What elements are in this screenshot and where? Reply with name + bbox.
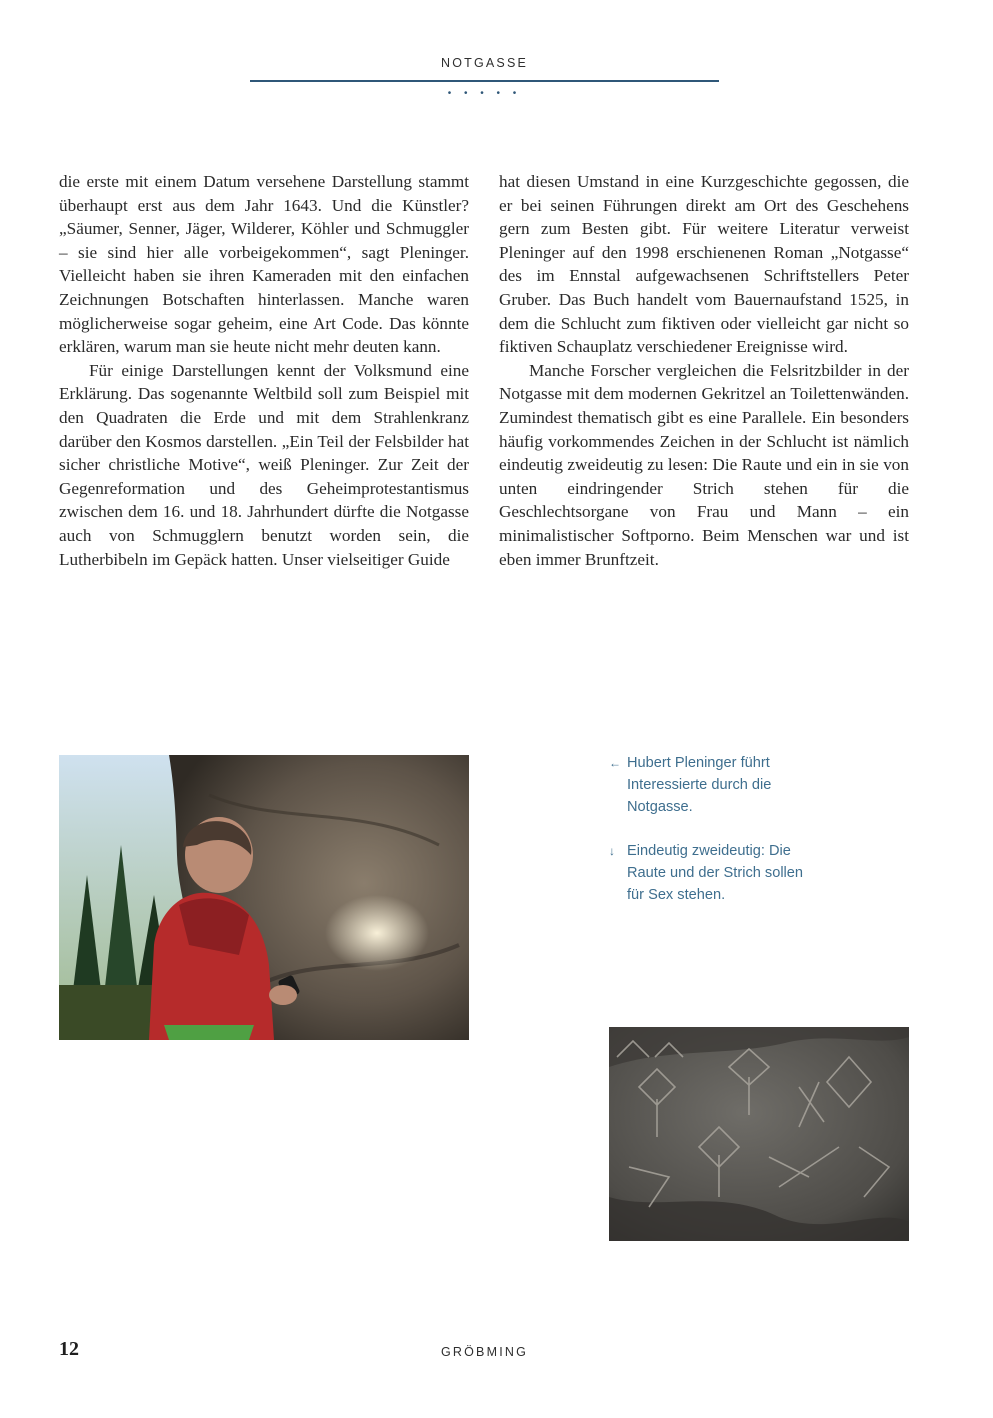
page-number: 12 <box>59 1338 79 1360</box>
header-ornament: • • • • • <box>447 88 522 99</box>
photo-guide-at-rock <box>59 755 469 1040</box>
running-header: NOTGASSE <box>440 56 529 70</box>
caption-text: Hubert Pleninger führt Interessierte durch die Notgasse. <box>627 755 772 815</box>
photo-rock-carvings <box>609 1027 909 1241</box>
caption-rock-carving <box>609 840 809 906</box>
photo-captions <box>609 752 809 928</box>
article-column-right <box>499 170 909 571</box>
article-column-left <box>59 170 469 571</box>
caption-text: Eindeutig zweideutig: Die Raute und der Strich sollen für Sex stehen. <box>627 843 804 903</box>
caption-guide <box>609 752 809 818</box>
arrow-left-icon: ← <box>609 756 621 770</box>
paragraph: hat diesen Umstand in eine Kurzgeschichte gegossen, die er bei seinen Führungen direkt am Ort des Geschehens gern zum Besten gibt. Für weitere Literatur verweist Pleninger auf den 1998 erschienenen Roman „Notgasse“ des im Ennstal aufgewachsenen Schriftstellers Peter Gruber. Das Buch handelt vom Bauernaufstand 1525, in dem die Schlucht zum fiktiven oder vielleicht gar nicht so fiktiven Schauplatz verschiedener Ereignisse wird. <box>499 172 909 357</box>
header-rule <box>250 80 719 82</box>
running-footer: GRÖBMING <box>440 1345 529 1359</box>
arrow-down-icon: ↓ <box>609 844 615 858</box>
paragraph: die erste mit einem Datum versehene Darstellung stammt überhaupt erst aus dem Jahr 1643. Und die Künstler? „Säumer, Senner, Jäger, Wilderer, Köhler und Schmuggler – sie sind hier alle vorbeigekommen“, sagt Pleninger. Vielleicht haben sie ihren Kameraden mit den einfachen Zeichnungen Botschaften hinterlassen. Manche waren möglicherweise sogar geheim, eine Art Code. Das könnte erklären, warum man sie heute nicht mehr deuten kann. <box>59 172 469 357</box>
paragraph: Manche Forscher vergleichen die Felsritzbilder in der Notgasse mit dem modernen Gekritzel an Toilettenwänden. Zumindest thematisch gibt es eine Parallele. Ein besonders häufig vorkommendes Zeichen in der Schlucht ist nämlich eindeutig zweideutig zu lesen: Die Raute und ein in sie von unten eindringender Strich stehen für die Geschlechtsorgane von Frau und Mann – ein minimalistischer Softporno. Beim Menschen war und ist eben immer Brunftzeit. <box>499 360 909 569</box>
paragraph: Für einige Darstellungen kennt der Volksmund eine Erklärung. Das sogenannte Weltbild soll zum Beispiel mit den Quadraten die Erde und mit dem Strahlenkranz darüber den Kosmos darstellen. „Ein Teil der Felsbilder hat sicher christliche Motive“, weiß Pleninger. Zur Zeit der Gegenreformation und des Geheimprotestantismus zwischen dem 16. und 18. Jahrhundert dürfte die Notgasse auch von Schmugglern benutzt worden sein, die Lutherbibeln im Gepäck hatten. Unser vielseitiger Guide <box>59 360 469 569</box>
